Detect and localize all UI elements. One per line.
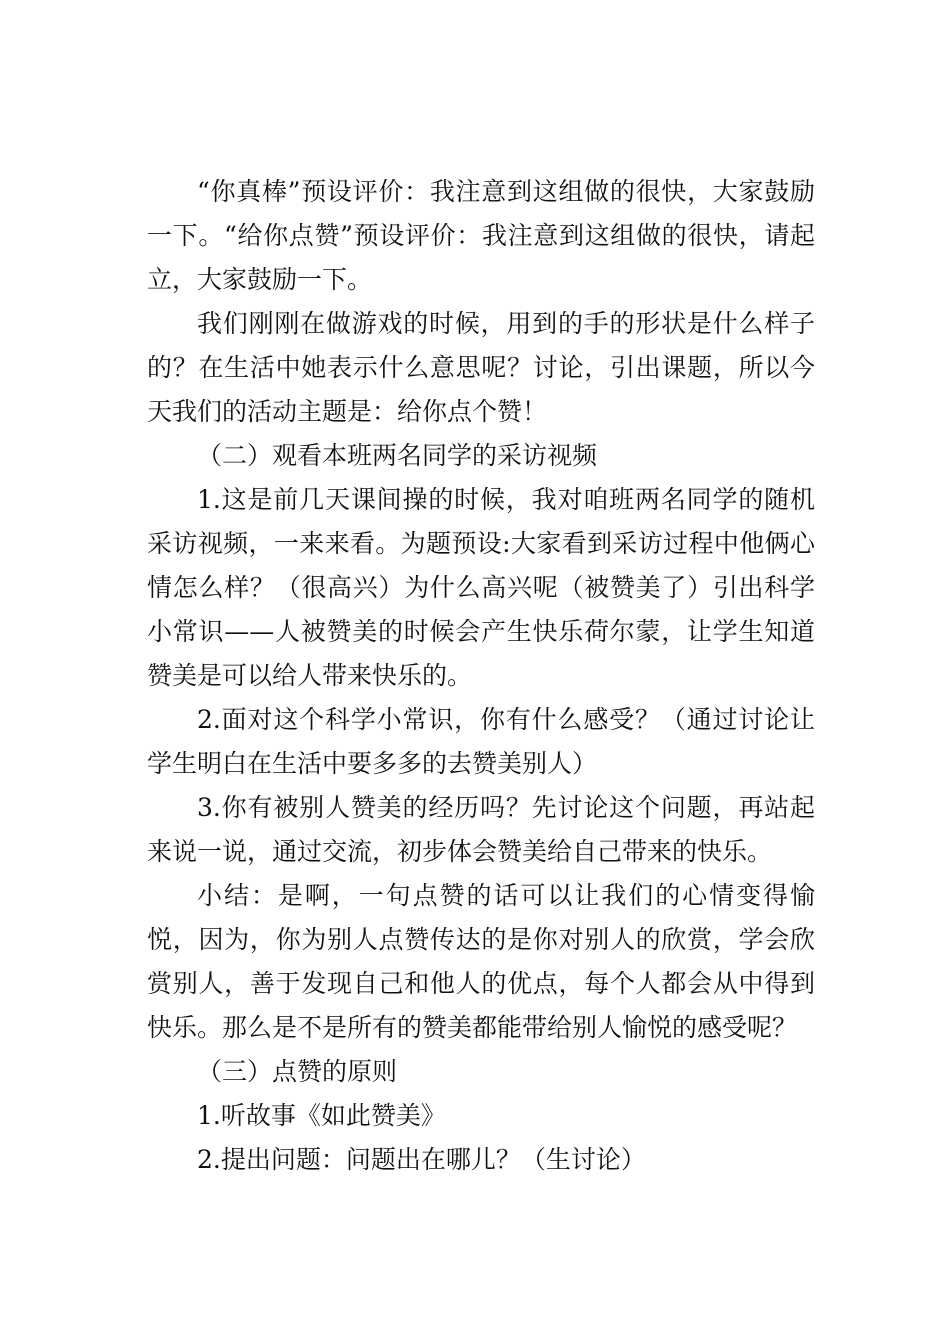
paragraph-interview-video: 1.这是前几天课间操的时候，我对咱班两名同学的随机采访视频，一来来看。为题预设:大家看到采访过程中他俩心情怎么样？（很高兴）为什么高兴呢（被赞美了）引出科学小常识——人被赞美的时候会产生快乐荷尔蒙，让学生知道赞美是可以给人带来快乐的。 xyxy=(147,485,815,690)
document-body xyxy=(147,170,815,1182)
list-item-question: 2.提出问题：问题出在哪儿？（生讨论） xyxy=(197,1145,646,1174)
paragraph-praise-evaluation: “你真棒”预设评价：我注意到这组做的很快，大家鼓励一下。“给你点赞”预设评价：我注意到这组做的很快，请起立，大家鼓励一下。 xyxy=(147,177,815,294)
paragraph-summary: 小结：是啊，一句点赞的话可以让我们的心情变得愉悦，因为，你为别人点赞传达的是你对别人的欣赏，学会欣赏别人，善于发现自己和他人的优点，每个人都会从中得到快乐。那么是不是所有的赞美都能带给别人愉悦的感受呢？ xyxy=(147,881,815,1042)
section-heading-interview-video: （二）观看本班两名同学的采访视频 xyxy=(197,441,598,470)
paragraph-game-hand-shape: 我们刚刚在做游戏的时候，用到的手的形状是什么样子的？在生活中她表示什么意思呢？讨论，引出课题，所以今天我们的活动主题是：给你点个赞！ xyxy=(147,309,815,426)
list-item-story: 1.听故事《如此赞美》 xyxy=(197,1101,446,1130)
paragraph-science-feeling: 2.面对这个科学小常识，你有什么感受？（通过讨论让学生明白在生活中要多多的去赞美别人） xyxy=(147,705,815,778)
paragraph-praise-experience: 3.你有被别人赞美的经历吗？先讨论这个问题，再站起来说一说，通过交流，初步体会赞美给自己带来的快乐。 xyxy=(147,793,815,866)
section-heading-praise-principles: （三）点赞的原则 xyxy=(197,1057,398,1086)
